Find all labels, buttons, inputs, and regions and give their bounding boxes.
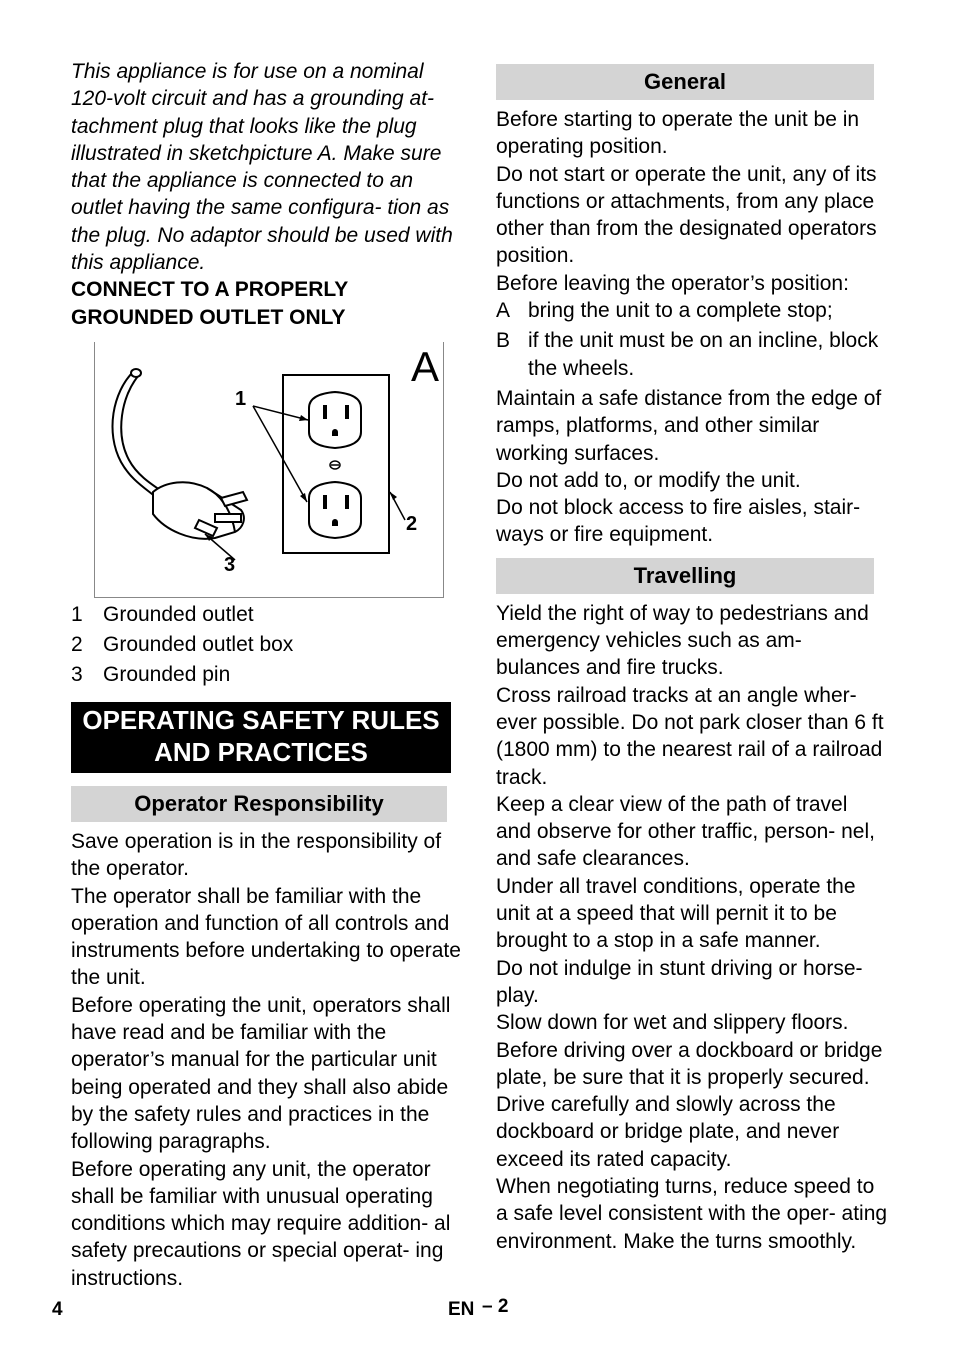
legend-number: 3 (71, 662, 83, 686)
legend-text: Grounded outlet (103, 602, 254, 626)
paragraph: Before operating the unit, operators shall have read and be familiar with the operator’s manual for the particular unit being operated and they shall also abide by the safety rules and practices in the following paragraphs. (71, 993, 451, 1154)
travelling-body (496, 600, 888, 1255)
list-key: A (496, 299, 511, 323)
paragraph: Save operation is in the responsibility of the operator. (71, 829, 442, 881)
figure-legend (71, 600, 461, 690)
paragraph: Do not block access to fire aisles, stair- ways or fire equipment. (496, 496, 861, 547)
section-title-operator-responsibility: Operator Responsibility (71, 786, 447, 822)
left-column (71, 58, 461, 1292)
legend-text: Grounded pin (103, 662, 231, 686)
section-title-travelling: Travelling (496, 558, 874, 594)
list-text: bring the unit to a complete stop; (528, 299, 833, 323)
paragraph: Before driving over a dockboard or bridge plate, be sure that it is properly secured. Drive carefully and slowly across the dockboard or bridge plate, and never exceed its rated capacity. (496, 1038, 883, 1171)
paragraph: Do not start or operate the unit, any of its functions or attachments, from any place other than from the designated operators position. (496, 162, 877, 268)
list-item (496, 297, 888, 324)
paragraph: Slow down for wet and slippery floors. (496, 1011, 849, 1035)
cord-end (131, 369, 141, 377)
paragraph: Before leaving the operator’s position: (496, 271, 849, 295)
callout-1: 1 (235, 387, 247, 410)
plug-prong-mid (215, 514, 241, 522)
paragraph: Cross railroad tracks at an angle wher- ever possible. Do not park closer than 6 ft (1800 mm) to the nearest rail of a railroad track. (496, 683, 884, 789)
paragraph: Do not add to, or modify the unit. (496, 468, 801, 492)
intro-paragraph: This appliance is for use on a nominal 120-volt circuit and has a grounding at- tachment plug that looks like the plug illustrated in sketchpicture A. Make sure that the appliance is connected to an outlet having the same configura- tion as the plug. No adaptor should be used with this appliance. (71, 60, 453, 275)
paragraph: Under all travel conditions, operate the unit at a speed that will pernit it to be brought to a stop in a safe manner. (496, 874, 856, 953)
paragraph: Keep a clear view of the path of travel and observe for other traffic, person- nel, and safe clearances. (496, 792, 875, 871)
legend-item (71, 600, 461, 630)
general-body (496, 106, 888, 549)
legend-number: 2 (71, 632, 83, 656)
legend-text: Grounded outlet box (103, 632, 294, 656)
paragraph: Before starting to operate the unit be in operating position. (496, 108, 860, 159)
figure-letter: A (410, 342, 439, 390)
grounding-warning: CONNECT TO A PROPERLY GROUNDED OUTLET ONLY (71, 278, 348, 329)
legend-item (71, 660, 461, 690)
page-number: 4 (52, 1299, 63, 1320)
grounded-outlet-upper (309, 392, 361, 448)
paragraph: Do not indulge in stunt driving or horse- play. (496, 956, 863, 1007)
language-code: EN (448, 1299, 475, 1320)
callout-3: 3 (224, 553, 236, 576)
paragraph: When negotiating turns, reduce speed to a safe level consistent with the oper- ating environment. Make the turns smoothly. (496, 1174, 888, 1253)
legend-number: 1 (71, 602, 83, 626)
callout-2: 2 (406, 512, 418, 535)
section-title-general: General (496, 64, 874, 100)
plug-outlet-drawing (95, 342, 443, 597)
paragraph: The operator shall be familiar with the operation and function of all controls and instruments before undertaking to operate the unit. (71, 884, 461, 990)
paragraph: Maintain a safe distance from the edge of ramps, platforms, and other similar working surfaces. (496, 386, 882, 465)
list-item (496, 327, 888, 382)
chapter-title: OPERATING SAFETY RULES AND PRACTICES (71, 702, 451, 773)
operator-responsibility-body (71, 828, 461, 1292)
right-column (496, 64, 888, 1255)
list-key: B (496, 329, 511, 353)
grounded-outlet-lower (309, 482, 361, 538)
legend-item (71, 630, 461, 660)
paragraph: Yield the right of way to pedestrians and emergency vehicles such as am- bulances and fire trucks. (496, 601, 869, 680)
list-text: if the unit must be on an incline, block the wheels. (528, 329, 879, 380)
sub-page-number: – 2 (482, 1296, 509, 1317)
plug-outlet-figure (94, 342, 444, 598)
plug-prong-top (221, 492, 247, 506)
paragraph: Before operating any unit, the operator shall be familiar with unusual operating conditions which may require addition- al safety precautions or special operat- ing instructions. (71, 1157, 451, 1290)
